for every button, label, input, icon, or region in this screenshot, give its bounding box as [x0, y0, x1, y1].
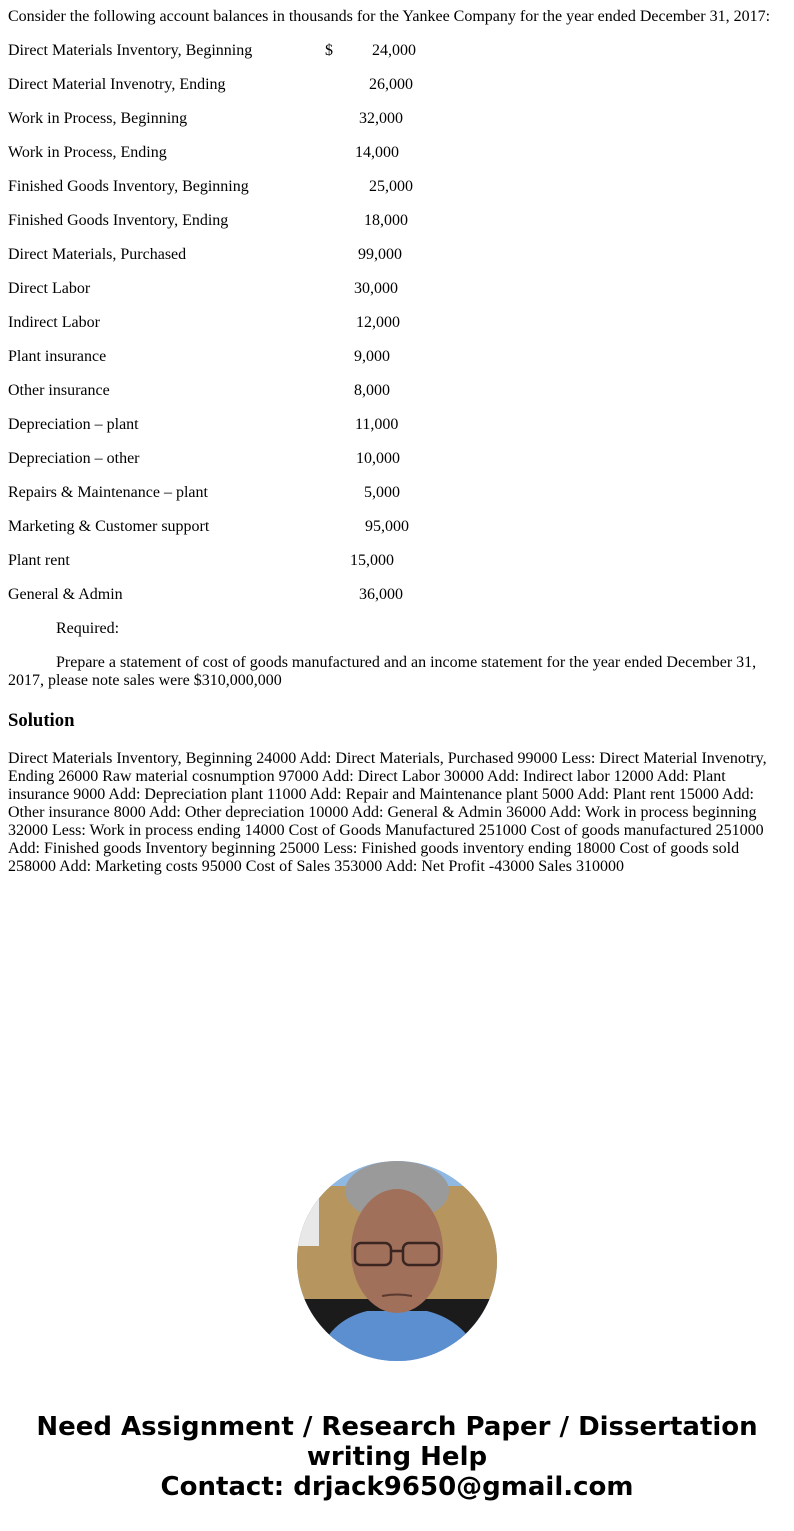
balance-label: Direct Materials, Purchased	[8, 246, 187, 263]
balance-row	[8, 518, 786, 536]
balance-row	[8, 382, 786, 400]
balance-value: 36,000	[359, 586, 403, 603]
balance-label: Depreciation – other	[8, 450, 140, 467]
intro-text: Consider the following account balances in thousands for the Yankee Company for the year ended December 31, 2017:	[8, 8, 771, 25]
balance-row	[8, 416, 786, 434]
balance-value: 30,000	[354, 280, 398, 297]
balance-label: Plant insurance	[8, 348, 107, 365]
banner-line-2: writing Help	[306, 1442, 488, 1472]
balance-value: 25,000	[369, 178, 413, 195]
balance-value: 8,000	[354, 382, 390, 399]
balance-row	[8, 144, 786, 162]
balance-label: Depreciation – plant	[8, 416, 139, 433]
balance-value: 18,000	[364, 212, 408, 229]
balance-value: 9,000	[354, 348, 390, 365]
required-text: Prepare a statement of cost of goods manufactured and an income statement for the year ended December 31, 2017, please note sales were $310,000,000	[8, 654, 757, 689]
balance-label: Marketing & Customer support	[8, 518, 210, 535]
balance-label: Direct Material Invenotry, Ending	[8, 76, 226, 93]
balance-row	[8, 110, 786, 128]
balance-label: Direct Labor	[8, 280, 91, 297]
balance-row	[8, 42, 786, 60]
balance-row	[8, 586, 786, 604]
required-label: Required:	[56, 620, 120, 637]
author-avatar	[297, 1161, 497, 1361]
balance-row	[8, 76, 786, 94]
document	[0, 8, 794, 876]
balance-value: 32,000	[359, 110, 403, 127]
balance-row	[8, 314, 786, 332]
solution-heading: Solution	[8, 710, 75, 731]
currency-symbol: $	[325, 42, 333, 59]
balance-row	[8, 280, 786, 298]
balance-label: Indirect Labor	[8, 314, 100, 331]
balance-row	[8, 178, 786, 196]
balance-label: Finished Goods Inventory, Ending	[8, 212, 229, 229]
balance-value: 24,000	[372, 42, 416, 59]
balance-label: Finished Goods Inventory, Beginning	[8, 178, 249, 195]
balance-row	[8, 212, 786, 230]
balance-label: Direct Materials Inventory, Beginning	[8, 42, 253, 59]
balance-value: 10,000	[356, 450, 400, 467]
balance-row	[8, 348, 786, 366]
balance-value: 15,000	[350, 552, 394, 569]
balances-list	[8, 42, 786, 604]
banner-line-1: Need Assignment / Research Paper / Dissertation	[36, 1412, 758, 1442]
solution-text: Direct Materials Inventory, Beginning 24000 Add: Direct Materials, Purchased 99000 Less: Direct Material Invenotry, Ending 26000 Raw material cosnumption 97000 Add: Direct Labor 30000 Add: Indirect labor 12000 Add: Plant insurance 9000 Add: Depreciation plant 11000 Add: Repair and Maintenance plant 5000 Add: Plant rent 15000 Add: Other insurance 8000 Add: Other depreciation 10000 Add: General & Admin 36000 Add: Work in process beginning 32000 Less: Work in process ending 14000 Cost of Goods Manufactured 251000 Cost of goods manufactured 251000 Add: Finished goods Inventory beginning 25000 Less: Finished goods inventory ending 18000 Cost of goods sold 258000 Add: Marketing costs 95000 Cost of Sales 353000 Add: Net Profit -43000 Sales 310000	[8, 750, 767, 875]
balance-row	[8, 246, 786, 264]
balance-value: 95,000	[365, 518, 409, 535]
balance-label: Work in Process, Ending	[8, 144, 167, 161]
balance-label: Other insurance	[8, 382, 110, 399]
balance-label: Repairs & Maintenance – plant	[8, 484, 208, 501]
balance-label: General & Admin	[8, 586, 123, 603]
balance-value: 5,000	[364, 484, 400, 501]
banner-line-3: Contact: drjack9650@gmail.com	[160, 1472, 634, 1502]
balance-value: 26,000	[369, 76, 413, 93]
balance-value: 12,000	[356, 314, 400, 331]
contact-banner	[0, 1412, 794, 1502]
balance-row	[8, 484, 786, 502]
balance-label: Work in Process, Beginning	[8, 110, 188, 127]
balance-row	[8, 552, 786, 570]
balance-label: Plant rent	[8, 552, 70, 569]
balance-value: 14,000	[355, 144, 399, 161]
balance-value: 99,000	[358, 246, 402, 263]
balance-value: 11,000	[355, 416, 399, 433]
balance-row	[8, 450, 786, 468]
